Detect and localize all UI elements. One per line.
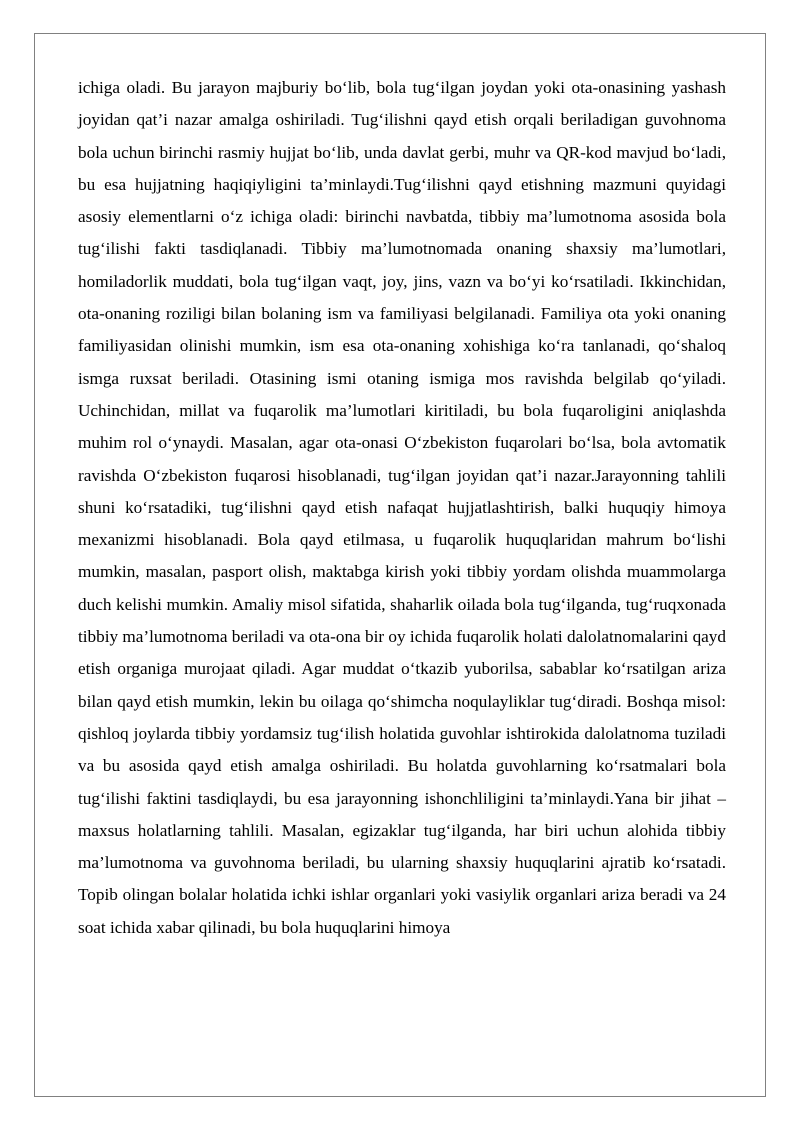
body-paragraph: ichiga oladi. Bu jarayon majburiy bo‘lib, bola tug‘ilgan joydan yoki ota-onasining yashash joyidan qat’i nazar amalga oshiriladi. Tug‘ilishni qayd etish orqali beriladigan guvohnoma bola uchun birinchi rasmiy hujjat bo‘lib, unda davlat gerbi, muhr va QR-kod mavjud bo‘ladi, bu esa hujjatning haqiqiyligini ta’minlaydi.Tug‘ilishni qayd etishning mazmuni quyidagi asosiy elementlarni o‘z ichiga oladi: birinchi navbatda, tibbiy ma’lumotnoma asosida bola tug‘ilishi fakti tasdiqlanadi. Tibbiy ma’lumotnomada onaning shaxsiy ma’lumotlari, homiladorlik muddati, bola tug‘ilgan vaqt, joy, jins, vazn va bo‘yi ko‘rsatiladi. Ikkinchidan, ota-onaning roziligi bilan bolaning ism va familiyasi belgilanadi. Familiya ota yoki onaning familiyasidan olinishi mumkin, ism esa ota-onaning xohishiga ko‘ra tanlanadi, qo‘shaloq ismga ruxsat beriladi. Otasining ismi otaning ismiga mos ravishda belgilab qo‘yiladi. Uchinchidan, millat va fuqarolik ma’lumotlari kiritiladi, bu bola fuqaroligini aniqlashda muhim rol o‘ynaydi. Masalan, agar ota-onasi O‘zbekiston fuqarolari bo‘lsa, bola avtomatik ravishda O‘zbekiston fuqarosi hisoblanadi, tug‘ilgan joyidan qat’i nazar.Jarayonning tahlili shuni ko‘rsatadiki, tug‘ilishni qayd etish nafaqat hujjatlashtirish, balki huquqiy himoya mexanizmi hisoblanadi. Bola qayd etilmasa, u fuqarolik huquqlaridan mahrum bo‘lishi mumkin, masalan, pasport olish, maktabga kirish yoki tibbiy yordam olishda muammolarga duch kelishi mumkin. Amaliy misol sifatida, shaharlik oilada bola tug‘ilganda, tug‘ruqxonada tibbiy ma’lumotnoma beriladi va ota-ona bir oy ichida fuqarolik holati dalolatnomalarini qayd etish organiga murojaat qiladi. Agar muddat o‘tkazib yuborilsa, sabablar ko‘rsatilgan ariza bilan qayd etish mumkin, lekin bu oilaga qo‘shimcha noqulayliklar tug‘diradi. Boshqa misol: qishloq joylarda tibbiy yordamsiz tug‘ilish holatida guvohlar ishtirokida dalolatnoma tuziladi va bu asosida qayd etish amalga oshiriladi. Bu holatda guvohlarning ko‘rsatmalari bola tug‘ilishi faktini tasdiqlaydi, bu esa jarayonning ishonchliligini ta’minlaydi.Yana bir jihat – maxsus holatlarning tahlili. Masalan, egizaklar tug‘ilganda, har biri uchun alohida tibbiy ma’lumotnoma va guvohnoma beriladi, bu ularning shaxsiy huquqlarini ajratib ko‘rsatadi. Topib olingan bolalar holatida ichki ishlar organlari yoki vasiylik organlari ariza beradi va 24 soat ichida xabar qilinadi, bu bola huquqlarini himoya [78, 78, 726, 937]
